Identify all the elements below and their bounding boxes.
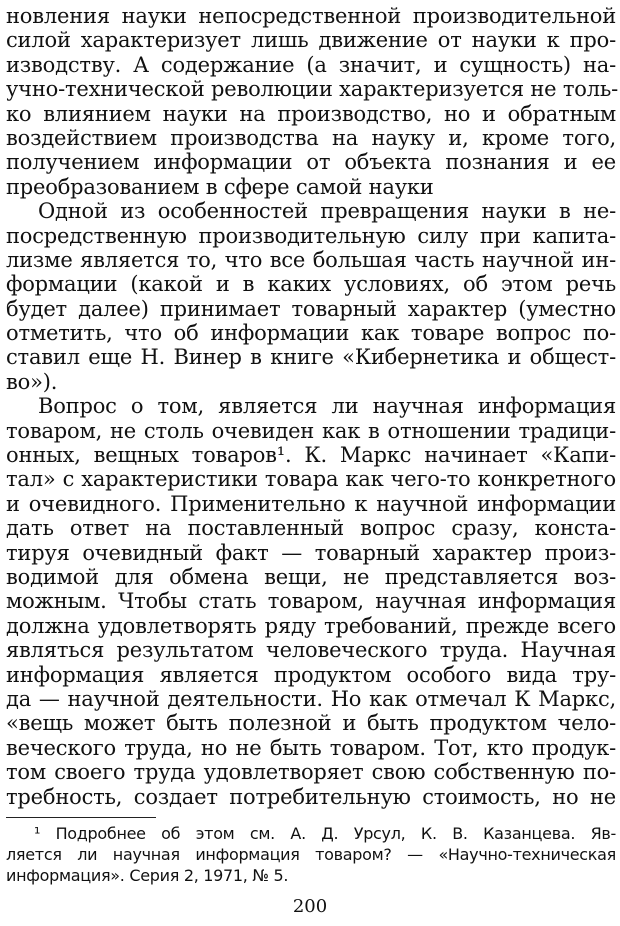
text-line: посредственную производительную силу при капита- — [6, 223, 616, 248]
footnote-divider — [6, 817, 156, 818]
text-line: учно-технической революции характеризуется не толь- — [6, 77, 619, 102]
text-line: водимой для обмена вещи, не представляется воз- — [6, 564, 616, 589]
text-line: веческого труда, но не быть товаром. Тот, кто продук- — [6, 735, 616, 760]
text-line: требность, создает потребительную стоимость, но не — [6, 784, 616, 809]
text-line: дать ответ на поставленный вопрос сразу, конста- — [6, 516, 616, 541]
text-line: отметить, что об информации как товаре вопрос по- — [6, 321, 616, 346]
footnote-line: ляется ли научная информация товаром? — «Научно-техническая — [6, 845, 616, 864]
footnotes — [6, 823, 616, 886]
text-line: онных, вещных товаров¹. К. Маркс начинает «Капи- — [6, 443, 616, 468]
text-line: Вопрос о том, является ли научная информация — [38, 394, 616, 419]
page-number: 200 — [292, 896, 328, 917]
text-line: формации (какой и в каких условиях, об этом речь — [6, 272, 616, 297]
text-line: силой характеризует лишь движение от науки к про- — [6, 28, 616, 53]
text-line: тируя очевидный факт — товарный характер произ- — [6, 540, 616, 565]
text-line: изводству. А содержание (а значит, и сущность) на- — [6, 52, 616, 77]
text-line: тал» с характеристики товара как чего-то конкретного — [6, 467, 616, 492]
text-line: воздействием производства на науку и, кроме того, — [6, 125, 616, 150]
text-line: Одной из особенностей превращения науки в не- — [38, 199, 616, 224]
text-line: том своего труда удовлетворяет свою собственную по- — [6, 760, 616, 785]
text-line: информация является продуктом особого вида тру- — [6, 662, 616, 687]
footnote-line: ¹ Подробнее об этом см. А. Д. Урсул, К. В. Казанцева. Яв- — [34, 824, 616, 843]
text-line: можным. Чтобы стать товаром, научная информация — [6, 589, 616, 614]
text-line: товаром, не столь очевиден как в отношении традици- — [6, 418, 616, 443]
text-line: будет далее) принимает товарный характер (уместно — [6, 296, 616, 321]
text-line: ставил еще Н. Винер в книге «Кибернетика и общест- — [6, 345, 616, 370]
text-line: должна удовлетворять ряду требований, прежде всего — [6, 613, 616, 638]
text-line: «вещь может быть полезной и быть продуктом чело- — [6, 711, 616, 736]
text-line: получением информации от объекта познания и ее — [6, 150, 616, 175]
text-line: ко влиянием науки на производство, но и обратным — [6, 101, 616, 126]
main-text — [6, 4, 619, 809]
text-line: лизме является то, что все большая часть научной ин- — [6, 247, 616, 272]
text-line: и очевидного. Применительно к научной информации — [6, 491, 616, 516]
text-line: новления науки непосредственной производительной — [6, 4, 616, 28]
text-line: да — научной деятельности. Но как отмечал К Маркс, — [6, 686, 616, 711]
text-line: преобразованием в сфере самой науки — [6, 174, 434, 199]
text-line: во»). — [6, 369, 58, 394]
footnote-line: информация». Серия 2, 1971, № 5. — [6, 866, 289, 885]
text-line: являться результатом человеческого труда. Научная — [6, 638, 616, 663]
